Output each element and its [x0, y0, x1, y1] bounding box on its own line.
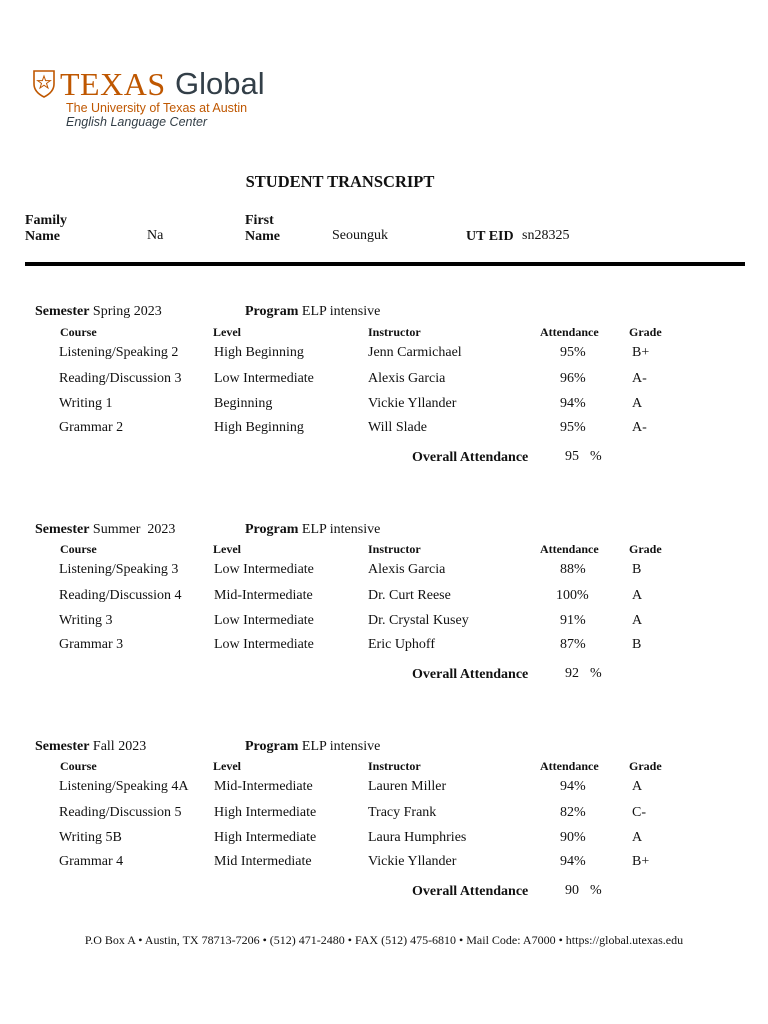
course-instructor: Lauren Miller: [368, 779, 447, 794]
course-grade: B: [632, 637, 642, 652]
overall-attendance-percent: %: [590, 449, 602, 464]
semester-label: Semester: [35, 522, 90, 537]
col-attendance: Attendance: [540, 759, 599, 773]
course-level: High Beginning: [214, 345, 304, 360]
course-level: Low Intermediate: [214, 613, 314, 628]
course-attendance: 91%: [560, 613, 586, 628]
course-level: Mid-Intermediate: [214, 588, 313, 603]
family-name-value: Na: [147, 228, 164, 243]
program-label: Program: [245, 739, 299, 754]
course-grade: B+: [632, 345, 650, 360]
overall-attendance-percent: %: [590, 666, 602, 681]
course-attendance: 95%: [560, 420, 586, 435]
course-instructor: Will Slade: [368, 420, 427, 435]
course-name: Writing 1: [59, 396, 113, 411]
col-grade: Grade: [629, 542, 662, 556]
page-title: STUDENT TRANSCRIPT: [245, 172, 435, 191]
course-instructor: Tracy Frank: [368, 805, 437, 820]
course-name: Writing 5B: [59, 830, 122, 845]
course-level: High Intermediate: [214, 805, 317, 820]
semester-label: Semester: [35, 304, 90, 319]
program-label: Program: [245, 522, 299, 537]
course-grade: A: [632, 830, 643, 845]
course-level: Beginning: [214, 396, 273, 411]
course-name: Listening/Speaking 4A: [59, 779, 189, 794]
course-instructor: Jenn Carmichael: [368, 345, 462, 360]
col-level: Level: [213, 325, 241, 339]
divider: [25, 262, 745, 266]
course-level: Low Intermediate: [214, 371, 314, 386]
course-instructor: Alexis Garcia: [368, 371, 446, 386]
course-grade: A: [632, 613, 643, 628]
course-instructor: Vickie Yllander: [368, 396, 457, 411]
col-course: Course: [60, 325, 97, 339]
course-name: Writing 3: [59, 613, 113, 628]
overall-attendance-label: Overall Attendance: [412, 667, 529, 682]
course-grade: A: [632, 779, 643, 794]
ut-shield-icon: [33, 70, 55, 98]
course-attendance: 87%: [560, 637, 586, 652]
course-grade: C-: [632, 805, 646, 820]
program-value: ELP intensive: [301, 739, 381, 754]
logo-university: The University of Texas at Austin: [66, 101, 248, 115]
course-level: Mid Intermediate: [214, 854, 312, 869]
course-name: Grammar 3: [59, 637, 124, 652]
col-grade: Grade: [629, 325, 662, 339]
col-attendance: Attendance: [540, 325, 599, 339]
first-name-label-2: Name: [245, 229, 280, 244]
first-name-value: Seounguk: [332, 228, 388, 243]
course-grade: A-: [632, 371, 647, 386]
course-instructor: Vickie Yllander: [368, 854, 457, 869]
semester-term: Summer 2023: [92, 522, 176, 537]
course-grade: A: [632, 588, 643, 603]
course-attendance: 96%: [560, 371, 586, 386]
course-name: Listening/Speaking 3: [59, 562, 179, 577]
col-attendance: Attendance: [540, 542, 599, 556]
course-name: Grammar 2: [59, 420, 124, 435]
overall-attendance-value: 92: [565, 666, 579, 681]
course-instructor: Dr. Curt Reese: [368, 588, 451, 603]
course-level: High Beginning: [214, 420, 304, 435]
overall-attendance-label: Overall Attendance: [412, 884, 529, 899]
course-attendance: 94%: [560, 396, 586, 411]
col-grade: Grade: [629, 759, 662, 773]
course-level: Low Intermediate: [214, 562, 314, 577]
course-grade: B+: [632, 854, 650, 869]
semester-label: Semester: [35, 739, 90, 754]
family-name-label-2: Name: [25, 229, 60, 244]
course-attendance: 95%: [560, 345, 586, 360]
course-instructor: Dr. Crystal Kusey: [368, 613, 469, 628]
col-instructor: Instructor: [368, 325, 421, 339]
overall-attendance-percent: %: [590, 883, 602, 898]
overall-attendance-value: 90: [565, 883, 579, 898]
course-name: Reading/Discussion 5: [59, 805, 182, 820]
col-course: Course: [60, 759, 97, 773]
course-attendance: 82%: [560, 805, 586, 820]
course-instructor: Eric Uphoff: [368, 637, 435, 652]
footer-contact: P.O Box A • Austin, TX 78713-7206 • (512) 471-2480 • FAX (512) 475-6810 • Mail Code: A7000 • https://global.utexas.edu: [84, 933, 684, 947]
course-name: Grammar 4: [59, 854, 124, 869]
course-level: Low Intermediate: [214, 637, 314, 652]
program-value: ELP intensive: [301, 304, 381, 319]
course-grade: A: [632, 396, 643, 411]
col-course: Course: [60, 542, 97, 556]
family-name-label-1: Family: [25, 213, 67, 228]
semester-term: Spring 2023: [92, 304, 162, 319]
program-label: Program: [245, 304, 299, 319]
course-attendance: 88%: [560, 562, 586, 577]
course-grade: B: [632, 562, 642, 577]
overall-attendance-label: Overall Attendance: [412, 450, 529, 465]
first-name-label-1: First: [245, 213, 274, 228]
logo-texas: TEXAS: [60, 66, 166, 102]
logo-global: Global: [175, 66, 265, 101]
ut-eid-label: UT EID: [466, 229, 514, 244]
ut-eid-value: sn28325: [522, 228, 570, 243]
course-grade: A-: [632, 420, 647, 435]
course-instructor: Alexis Garcia: [368, 562, 446, 577]
course-level: Mid-Intermediate: [214, 779, 313, 794]
col-instructor: Instructor: [368, 759, 421, 773]
course-attendance: 100%: [556, 588, 589, 603]
semester-term: Fall 2023: [92, 739, 147, 754]
course-level: High Intermediate: [214, 830, 317, 845]
course-name: Reading/Discussion 4: [59, 588, 182, 603]
course-attendance: 94%: [560, 779, 586, 794]
course-name: Reading/Discussion 3: [59, 371, 182, 386]
course-attendance: 90%: [560, 830, 586, 845]
col-level: Level: [213, 542, 241, 556]
program-value: ELP intensive: [301, 522, 381, 537]
course-instructor: Laura Humphries: [368, 830, 467, 845]
logo-center: English Language Center: [66, 115, 208, 129]
course-attendance: 94%: [560, 854, 586, 869]
course-name: Listening/Speaking 2: [59, 345, 179, 360]
overall-attendance-value: 95: [565, 449, 579, 464]
col-instructor: Instructor: [368, 542, 421, 556]
col-level: Level: [213, 759, 241, 773]
